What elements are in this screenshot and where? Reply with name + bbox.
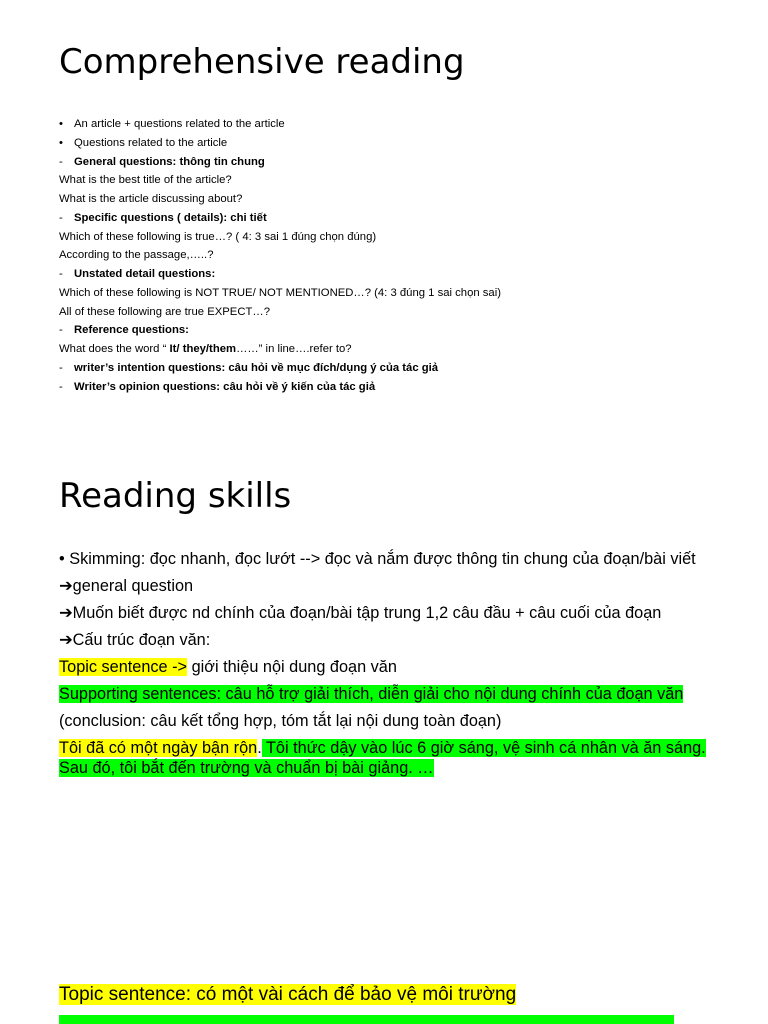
list-item [59,340,739,359]
list-item [59,134,739,153]
conclusion-text: (conclusion: câu kết tổng hợp, tóm tắt lại nội dung toàn đoạn) [59,712,502,730]
example-question: Which of these following is true…? ( 4: 3 sai 1 đúng chọn đúng) [59,230,377,243]
list-item-text: ……” in line….refer to? [236,343,352,355]
section-title-reading-skills: Reading skills [59,476,292,516]
question-types-list [59,115,739,396]
topic-sentence-line [59,657,739,677]
skimming-item [59,549,739,569]
dash-marker: - [59,361,63,374]
question-type-heading: Specific questions ( details): chi tiết [74,211,267,224]
arrow-icon: ➔ [59,631,73,649]
dash-marker: - [59,380,63,393]
arrow-text: Cấu trúc đoạn văn: [72,631,211,649]
dash-marker: - [59,324,63,337]
list-item [59,321,739,340]
arrow-icon: ➔ [59,604,73,622]
supporting-sentences-line [59,684,739,704]
list-item [59,228,739,247]
question-type-heading: Writer’s opinion questions: câu hỏi về ý kiến của tác giả [74,380,376,393]
topic-sentence-label: Topic sentence -> [59,658,188,676]
reference-words: It/ they/them [169,343,237,355]
question-type-heading: Reference questions: [74,324,189,337]
dash-marker: - [59,211,63,224]
list-item [59,153,739,172]
arrow-text: Muốn biết được nd chính của đoạn/bài tập trung 1,2 câu đầu + câu cuối của đoạn [72,604,662,622]
list-item [59,190,739,209]
list-item [59,284,739,303]
example-paragraph [59,738,739,778]
dash-marker: - [59,268,63,280]
bullet-dot: • [59,136,63,149]
conclusion-line [59,711,739,731]
question-type-heading: Unstated detail questions: [74,268,216,280]
example-support: Tôi thức dậy vào lúc 6 giờ sáng, vệ sinh cá nhân và ăn sáng. Sau đó, tôi bắt đến trường và chuẩn bị bài giảng. … [59,739,706,777]
reading-skills-body [59,549,739,785]
bullet-dot: • [59,550,70,568]
topic-sentence-environment [59,983,759,1007]
example-dot: . [257,739,262,757]
list-item-text: Questions related to the article [74,136,228,149]
list-item [59,246,739,265]
arrow-text: general question [72,577,194,595]
example-question: What is the article discussing about? [59,193,243,205]
section-title-comprehensive-reading: Comprehensive reading [59,42,465,82]
dash-marker: - [59,155,63,168]
list-item [59,378,739,397]
list-item [59,265,739,284]
example-topic: Tôi đã có một ngày bận rộn [59,739,258,757]
arrow-icon: ➔ [59,577,73,595]
bullet-dot: • [59,118,63,130]
topic2-text: Topic sentence: có một vài cách để bảo vệ môi trường [59,984,517,1005]
question-type-heading: writer’s intention questions: câu hỏi về mục đích/dụng ý của tác giả [74,361,439,374]
example-question: All of these following are true EXPECT…? [59,305,270,318]
example-question: According to the passage,…..? [59,249,214,262]
list-item-text: What does the word “ [59,343,170,355]
arrow-item-general-question [59,576,739,596]
question-type-heading: General questions: thông tin chung [74,155,265,168]
list-item [59,303,739,322]
example-question: Which of these following is NOT TRUE/ NOT MENTIONED…? (4: 3 đúng 1 sai chọn sai) [59,286,501,299]
example-question: What is the best title of the article? [59,174,232,187]
list-item [59,171,739,190]
list-item [59,115,739,134]
list-item [59,209,739,228]
list-item [59,359,739,378]
arrow-item-structure [59,630,739,650]
skimming-text: Skimming: đọc nhanh, đọc lướt --> đọc và nắm được thông tin chung của đoạn/bài viết [69,550,696,568]
topic-sentence-desc: giới thiệu nội dung đoạn văn [187,658,397,676]
supporting-sentences-text: Supporting sentences: câu hỗ trợ giải thích, diễn giải cho nội dung chính của đoạn văn [59,685,684,703]
cut-off-highlight-line [59,1015,674,1024]
arrow-item-main-idea [59,603,739,623]
list-item-text: An article + questions related to the article [74,118,285,130]
